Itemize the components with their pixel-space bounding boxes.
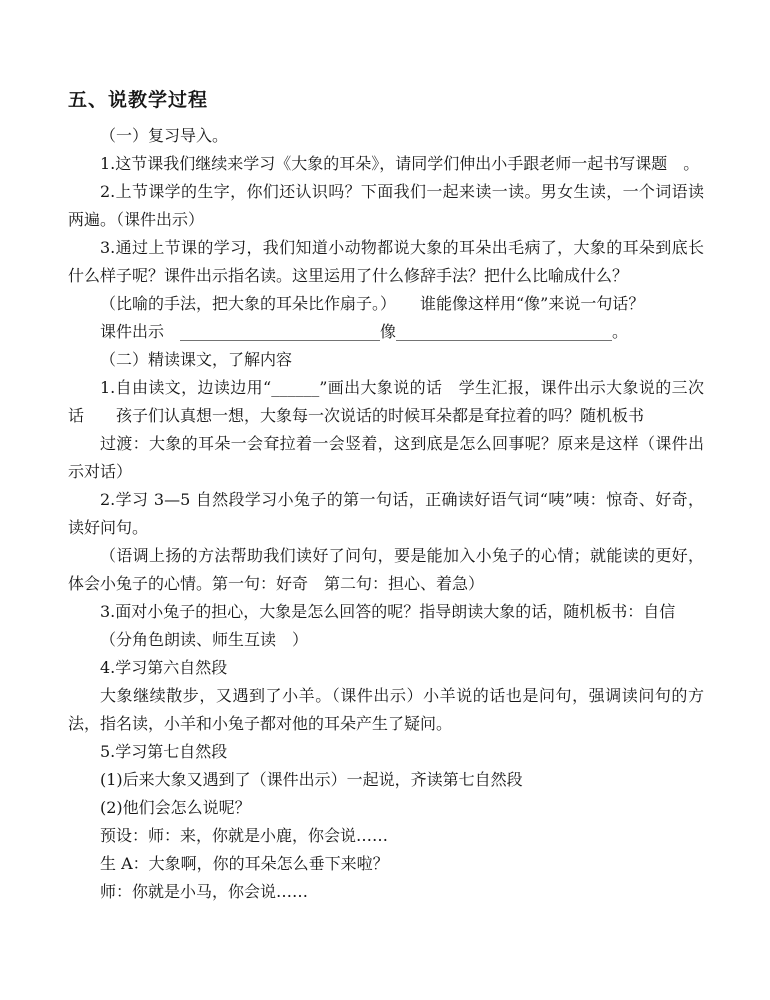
paragraph: (2)他们会怎么说呢？ — [100, 798, 251, 817]
section-heading: 五、说教学过程 — [68, 89, 209, 111]
paragraph: 2.学习 3—5 自然段学习小兔子的第一句话，正确读好语气词“咦”咦：惊奇、好奇，读好问句。 — [68, 490, 704, 537]
paragraph: 1.这节课我们继续来学习《大象的耳朵》，请同学们伸出小手跟老师一起书写课题 。 — [100, 154, 700, 173]
paragraph: 4.学习第六自然段 — [100, 658, 228, 677]
paragraph: （比喻的手法，把大象的耳朵比作扇子。） 谁能像这样用“像”来说一句话？ — [100, 294, 645, 313]
document-body — [68, 122, 704, 906]
document-page — [68, 86, 704, 906]
paragraph: 5.学习第七自然段 — [100, 742, 228, 761]
paragraph: 3.面对小兔子的担心，大象是怎么回答的呢？指导朗读大象的话，随机板书：自信 — [100, 602, 676, 621]
paragraph: 1.自由读文，边读边用“______”画出大象说的话 学生汇报，课件出示大象说的三次话 孩子们认真想一想，大象每一次说话的时候耳朵都是耷拉着的吗？随机板书 — [68, 378, 704, 425]
paragraph: （一）复习导入。 — [100, 126, 229, 145]
paragraph: 3.通过上节课的学习，我们知道小动物都说大象的耳朵出毛病了，大象的耳朵到底长什么样子呢？课件出示指名读。这里运用了什么修辞手法？把什么比喻成什么？ — [68, 238, 704, 285]
paragraph: （分角色朗读、师生互读 ） — [100, 630, 309, 649]
paragraph: （二）精读课文，了解内容 — [100, 350, 293, 369]
paragraph: 过渡：大象的耳朵一会耷拉着一会竖着，这到底是怎么回事呢？原来是这样（课件出示对话） — [68, 434, 704, 481]
paragraph: 大象继续散步，又遇到了小羊。（课件出示）小羊说的话也是问句，强调读问句的方法，指名读，小羊和小兔子都对他的耳朵产生了疑问。 — [68, 686, 704, 733]
paragraph: (1)后来大象又遇到了（课件出示）一起说，齐读第七自然段 — [100, 770, 523, 789]
paragraph: 2.上节课学的生字，你们还认识吗？下面我们一起来读一读。男女生读，一个词语读两遍。（课件出示） — [68, 182, 704, 229]
paragraph: 预设：师：来，你就是小鹿，你会说…… — [100, 826, 389, 845]
paragraph: （语调上扬的方法帮助我们读好了问句，要是能加入小兔子的心情；就能读的更好，体会小兔子的心情。第一句：好奇 第二句：担心、着急） — [68, 546, 704, 593]
paragraph: 生 A：大象啊，你的耳朵怎么垂下来啦？ — [100, 854, 389, 873]
paragraph: 师：你就是小马，你会说…… — [100, 882, 309, 901]
paragraph: 课件出示 _________________________像___________________________。 — [100, 322, 629, 341]
